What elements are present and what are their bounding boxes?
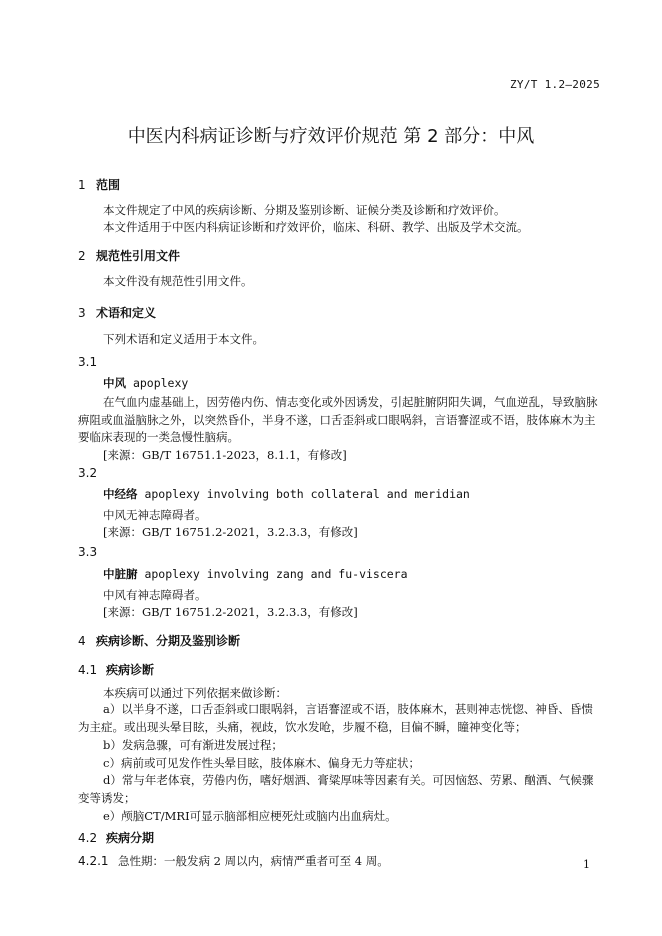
document-title: 中医内科病证诊断与疗效评价规范 第 2 部分：中风 <box>127 126 535 147</box>
paragraph: 本文件规定了中风的疾病诊断、分期及鉴别诊断、证候分类及诊断和疗效评价。 <box>103 203 506 217</box>
term-chinese: 中风 <box>103 376 126 390</box>
term-number: 3.3 <box>78 545 98 559</box>
section-1-heading <box>78 176 120 193</box>
list-item-e: e）颅脑CT/MRI可显示脑部相应梗死灶或脑内出血病灶。 <box>103 809 397 823</box>
section-title: 疾病诊断、分期及鉴别诊断 <box>96 634 241 648</box>
page-number: 1 <box>583 858 590 871</box>
list-item-b: b）发病急骤，可有渐进发展过程； <box>103 738 283 752</box>
term-source: [来源：GB/T 16751.2-2021，3.2.3.3，有修改] <box>103 525 358 539</box>
list-item-a: a）以半身不遂，口舌歪斜或口眼㖞斜，言语謇涩或不语，肢体麻木，甚则神志恍惚、神昏、昏愦为主症。或出现头晕目眩，头痛，视歧，饮水发呛，步履不稳，目偏不瞬，瞳神变化等； <box>78 702 593 734</box>
term-chinese: 中脏腑 <box>103 567 138 581</box>
clause-text: 急性期：一般发病 2 周以内，病情严重者可至 4 周。 <box>118 854 389 868</box>
section-number: 3 <box>78 306 86 320</box>
subsection-title: 疾病诊断 <box>106 663 155 677</box>
term-definition: 在气血内虚基础上，因劳倦内伤、情志变化或外因诱发，引起脏腑阴阳失调，气血逆乱，导致脑脉痹阻或血溢脑脉之外，以突然昏仆，半身不遂，口舌歪斜或口眼㖞斜，言语謇涩或不语，肢体麻木为主要临床表现的一类急慢性脑病。 <box>78 395 598 444</box>
list-item-c: c）病前或可见发作性头晕目眩，肢体麻木、偏身无力等症状； <box>103 756 420 770</box>
section-3-heading <box>78 304 156 321</box>
paragraph: 本文件适用于中医内科病证诊断和疗效评价，临床、科研、教学、出版及学术交流。 <box>103 220 529 234</box>
term-chinese: 中经络 <box>103 487 138 501</box>
section-number: 1 <box>78 178 86 192</box>
term-english: apoplexy <box>132 376 189 390</box>
section-2-heading <box>78 247 180 264</box>
document-code: ZY/T 1.2—2025 <box>510 78 600 91</box>
subsection-4-2-heading <box>78 829 154 846</box>
section-4-heading <box>78 632 240 649</box>
term-english: apoplexy involving both collateral and meridian <box>144 487 470 501</box>
term-entry <box>103 375 188 391</box>
term-number: 3.1 <box>78 355 98 369</box>
subsection-title: 疾病分期 <box>106 831 155 845</box>
term-number: 3.2 <box>78 466 98 480</box>
section-title: 规范性引用文件 <box>96 249 181 263</box>
term-source: [来源：GB/T 16751.1-2023，8.1.1，有修改] <box>103 448 347 462</box>
paragraph: 本文件没有规范性引用文件。 <box>103 274 253 288</box>
paragraph: 下列术语和定义适用于本文件。 <box>103 332 264 346</box>
paragraph: 本疾病可以通过下列依据来做诊断： <box>103 686 287 700</box>
section-title: 术语和定义 <box>96 306 157 320</box>
term-definition: 中风有神志障碍者。 <box>103 588 207 602</box>
subsection-4-1-heading <box>78 661 154 678</box>
term-english: apoplexy involving zang and fu-viscera <box>144 567 408 581</box>
term-entry <box>103 566 408 582</box>
list-item-d: d）常与年老体衰，劳倦内伤，嗜好烟酒、膏粱厚味等因素有关。可因恼怒、劳累、酗酒、气候骤变等诱发； <box>78 773 594 805</box>
section-number: 2 <box>78 249 86 263</box>
section-number: 4 <box>78 634 86 648</box>
term-definition: 中风无神志障碍者。 <box>103 508 207 522</box>
clause-number: 4.2.1 <box>78 854 109 868</box>
subsection-number: 4.1 <box>78 663 98 677</box>
section-title: 范围 <box>96 178 121 192</box>
subsection-number: 4.2 <box>78 831 98 845</box>
term-entry <box>103 486 470 502</box>
term-source: [来源：GB/T 16751.2-2021，3.2.3.3，有修改] <box>103 605 358 619</box>
